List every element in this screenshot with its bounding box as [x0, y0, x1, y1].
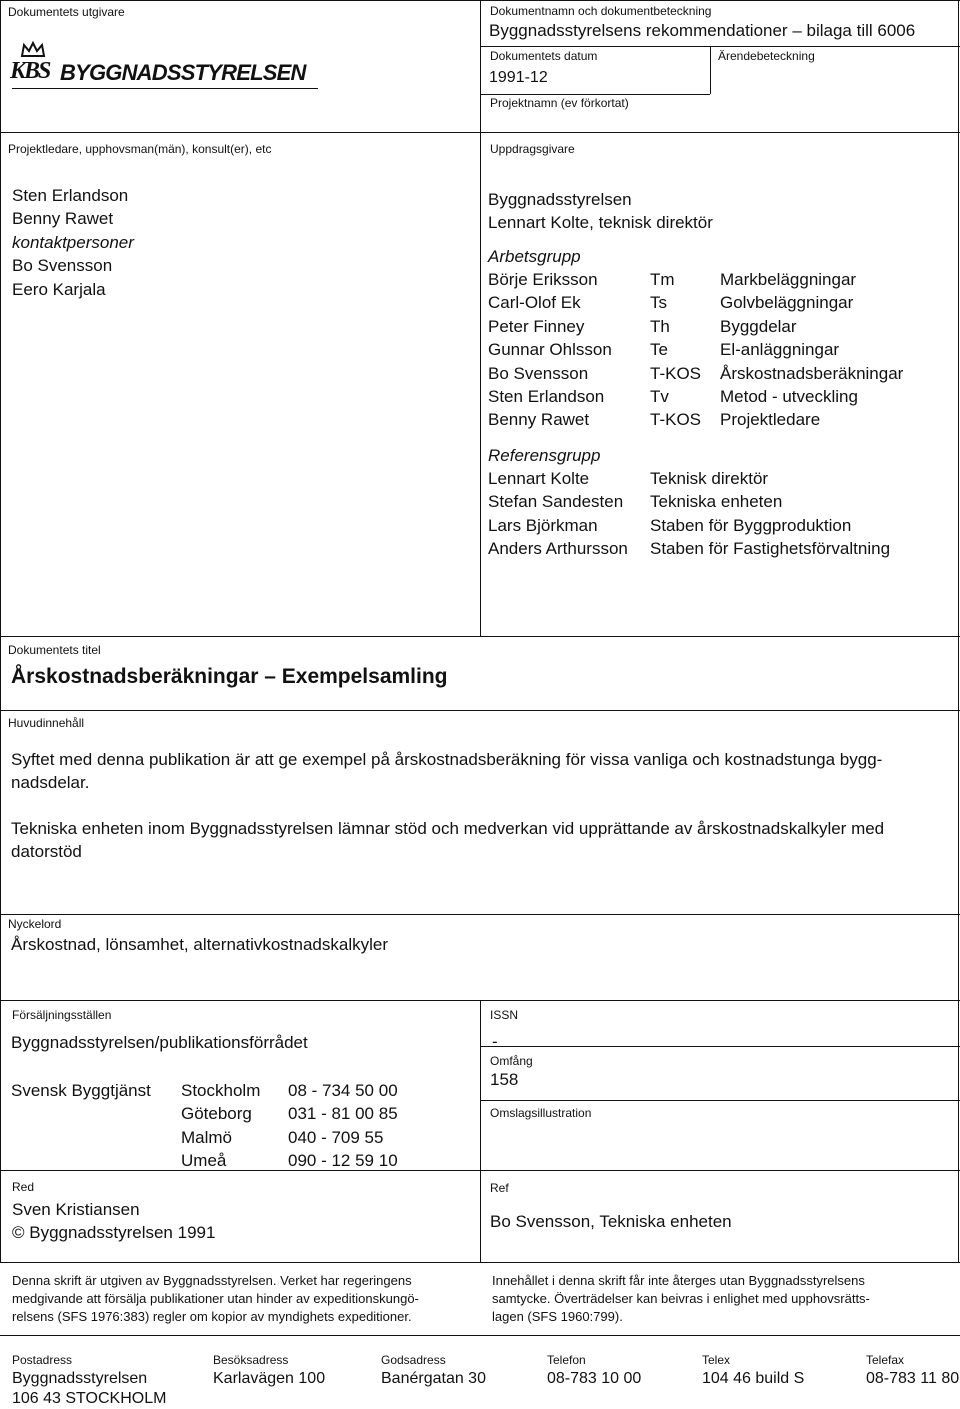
- notice-bottom-rule: [0, 1335, 960, 1336]
- ref-value: Bo Svensson, Tekniska enheten: [490, 1212, 732, 1231]
- workgroup-code: Th: [650, 316, 670, 336]
- sales-divider: [480, 1000, 481, 1262]
- workgroup-area: Golvbeläggningar: [720, 293, 854, 313]
- doc-date: 1991-12: [489, 69, 548, 86]
- refgroup-role: Teknisk direktör: [650, 469, 769, 488]
- workgroup-name: Carl-Olof Ek: [488, 293, 581, 313]
- red-bottom-rule: [0, 1262, 960, 1263]
- header-divider: [480, 0, 481, 636]
- sales-label: Försäljningsställen: [12, 1008, 112, 1022]
- content-line: Tekniska enheten inom Byggnadsstyrelsen lämnar stöd och medverkan vid upprättande av årskostnadskalkyler med: [11, 819, 885, 838]
- workgroup-area: Projektledare: [720, 410, 821, 430]
- red-label: Red: [12, 1180, 35, 1194]
- case-label: Ärendebeteckning: [718, 49, 815, 63]
- workgroup-area: Byggdelar: [720, 316, 797, 336]
- pages-label: Omfång: [490, 1054, 533, 1068]
- red-name: Sven Kristiansen: [12, 1200, 140, 1219]
- pages-value: 158: [490, 1070, 519, 1089]
- telex-number: 104 46 build S: [702, 1370, 805, 1387]
- office-city: Stockholm: [181, 1081, 261, 1100]
- refgroup-role: Staben för Byggproduktion: [650, 515, 852, 535]
- refgroup-name: Stefan Sandesten: [488, 492, 624, 512]
- visit-address: Karlavägen 100: [213, 1370, 326, 1387]
- content-label: Huvudinnehåll: [8, 716, 85, 730]
- workgroup-area: El-anläggningar: [720, 340, 840, 360]
- refgroup-role: Staben för Fastighetsförvaltning: [650, 539, 891, 559]
- notice-line: medgivande att försälja publikationer utan hinder av expeditionskungö-: [12, 1291, 419, 1306]
- workgroup-name: Börje Eriksson: [488, 270, 598, 289]
- issn-rule: [480, 1046, 960, 1047]
- office-phone: 040 - 709 55: [288, 1127, 384, 1147]
- workgroup-area: Metod - utveckling: [720, 387, 858, 407]
- logo-mark: KBS: [10, 58, 50, 84]
- notice-line: relsens (SFS 1976:383) regler om kopior av myndighets expeditioner.: [12, 1309, 412, 1324]
- workgroup-area: Markbeläggningar: [720, 270, 857, 289]
- sales-main: Byggnadsstyrelsen/publikationsförrådet: [11, 1033, 308, 1052]
- office-phone: 08 - 734 50 00: [288, 1081, 398, 1100]
- workgroup-codes: [650, 268, 701, 432]
- office-city: Umeå: [181, 1151, 227, 1171]
- keywords-label: Nyckelord: [8, 917, 62, 931]
- case-divider: [710, 46, 711, 94]
- workgroup-code: Tm: [650, 270, 675, 289]
- office-city: Göteborg: [181, 1104, 252, 1124]
- workgroup-name: Benny Rawet: [488, 410, 590, 430]
- postal-address: [12, 1369, 166, 1409]
- workgroup-code: Te: [650, 340, 668, 360]
- cover-label: Omslagsillustration: [490, 1106, 592, 1120]
- person-line: kontaktpersoner: [12, 232, 134, 252]
- project-rule: [480, 94, 710, 95]
- date-rule: [480, 46, 960, 47]
- phone-label: Telefon: [547, 1353, 586, 1367]
- people-bottom-rule: [0, 636, 960, 637]
- client-director: Lennart Kolte, teknisk direktör: [488, 213, 713, 233]
- workgroup-name: Gunnar Ohlsson: [488, 340, 612, 360]
- workgroup-title: Arbetsgrupp: [488, 247, 581, 266]
- office-phone: 031 - 81 00 85: [288, 1104, 398, 1124]
- office-city: Malmö: [181, 1127, 233, 1147]
- publisher-label: Dokumentets utgivare: [8, 5, 125, 19]
- docname-label: Dokumentnamn och dokumentbeteckning: [490, 4, 712, 18]
- refgroup-name: Lars Björkman: [488, 515, 598, 535]
- refgroup-title: Referensgrupp: [488, 446, 601, 465]
- content-p1: [11, 748, 882, 795]
- document-title: Årskostnadsberäkningar – Exempelsamling: [11, 665, 448, 688]
- content-p2: [11, 817, 884, 864]
- notice-right: [492, 1272, 870, 1326]
- refgroup-name: Lennart Kolte: [488, 469, 590, 488]
- crown-icon: [20, 40, 46, 58]
- workgroup-code: T-KOS: [650, 410, 702, 430]
- sales-phones: [288, 1079, 398, 1173]
- notice-line: Denna skrift är utgiven av Byggnadsstyrelsen. Verket har regeringens: [12, 1273, 412, 1288]
- fax-label: Telefax: [866, 1353, 905, 1367]
- goods-label: Godsadress: [381, 1353, 446, 1367]
- workgroup-name: Sten Erlandson: [488, 387, 605, 407]
- content-line: nadsdelar.: [11, 773, 90, 793]
- ref-label: Ref: [490, 1181, 509, 1195]
- content-bottom-rule: [0, 914, 960, 915]
- notice-left: [12, 1272, 419, 1326]
- workgroup-code: Ts: [650, 293, 667, 313]
- title-bottom-rule: [0, 710, 960, 711]
- telex-label: Telex: [702, 1353, 731, 1367]
- sales-bottom-rule: [0, 1170, 960, 1171]
- workgroup-areas: [720, 268, 903, 432]
- postal-label: Postadress: [12, 1353, 73, 1367]
- workgroup-names: [488, 268, 612, 432]
- keywords-text: Årskostnad, lönsamhet, alternativkostnadskalkyler: [11, 935, 389, 954]
- title-label: Dokumentets titel: [8, 643, 101, 657]
- workgroup-area: Årskostnadsberäkningar: [720, 363, 904, 383]
- client-org: Byggnadsstyrelsen: [488, 190, 632, 209]
- person-line: Sten Erlandson: [12, 186, 129, 205]
- issn-label: ISSN: [490, 1008, 519, 1022]
- red-copyright: © Byggnadsstyrelsen 1991: [12, 1223, 216, 1243]
- notice-line: Innehållet i denna skrift får inte återges utan Byggnadsstyrelsens: [492, 1273, 865, 1288]
- goods-address: Banérgatan 30: [381, 1370, 486, 1387]
- client-org-block: [488, 188, 713, 235]
- person-line: Benny Rawet: [12, 209, 114, 229]
- postal-line: 106 43 STOCKHOLM: [12, 1390, 167, 1407]
- content-line: Syftet med denna publikation är att ge exempel på årskostnadsberäkning för vissa vanliga och kostnadstunga bygg-: [11, 750, 883, 769]
- workgroup-code: T-KOS: [650, 363, 702, 383]
- pages-rule: [480, 1100, 960, 1101]
- issn-value: -: [492, 1032, 498, 1051]
- phone-number: 08-783 10 00: [547, 1370, 642, 1387]
- people-list: [12, 184, 134, 301]
- people-label: Projektledare, upphovsman(män), konsult(er), etc: [8, 142, 272, 156]
- logo-underline: [12, 88, 318, 89]
- visit-label: Besöksadress: [213, 1353, 289, 1367]
- person-line: Eero Karjala: [12, 279, 106, 299]
- client-label: Uppdragsgivare: [490, 142, 575, 156]
- workgroup-name: Bo Svensson: [488, 363, 589, 383]
- person-line: Bo Svensson: [12, 256, 113, 276]
- header-bottom-rule: [0, 132, 960, 133]
- docname: Byggnadsstyrelsens rekommendationer – bilaga till 6006: [489, 21, 916, 40]
- content-line: datorstöd: [11, 842, 82, 862]
- fax-number: 08-783 11 80: [866, 1370, 960, 1387]
- date-label: Dokumentets datum: [490, 49, 598, 63]
- project-label: Projektnamn (ev förkortat): [490, 96, 629, 110]
- logo-name: BYGGNADSSTYRELSEN: [60, 60, 306, 85]
- refgroup-names: [488, 467, 628, 561]
- postal-line: Byggnadsstyrelsen: [12, 1370, 148, 1387]
- right-rule: [958, 0, 959, 1262]
- workgroup-name: Peter Finney: [488, 316, 585, 336]
- red-block: [12, 1198, 215, 1245]
- office-phone: 090 - 12 59 10: [288, 1151, 398, 1171]
- left-rule: [0, 0, 1, 1262]
- sales-org: Svensk Byggtjänst: [11, 1081, 151, 1100]
- refgroup-role: Tekniska enheten: [650, 492, 783, 512]
- refgroup-roles: [650, 467, 890, 561]
- sales-cities: [181, 1079, 260, 1173]
- notice-line: samtycke. Överträdelser kan beivras i enlighet med upphovsrätts-: [492, 1291, 870, 1306]
- notice-line: lagen (SFS 1960:799).: [492, 1309, 623, 1324]
- workgroup-code: Tv: [650, 387, 669, 407]
- refgroup-name: Anders Arthursson: [488, 539, 628, 559]
